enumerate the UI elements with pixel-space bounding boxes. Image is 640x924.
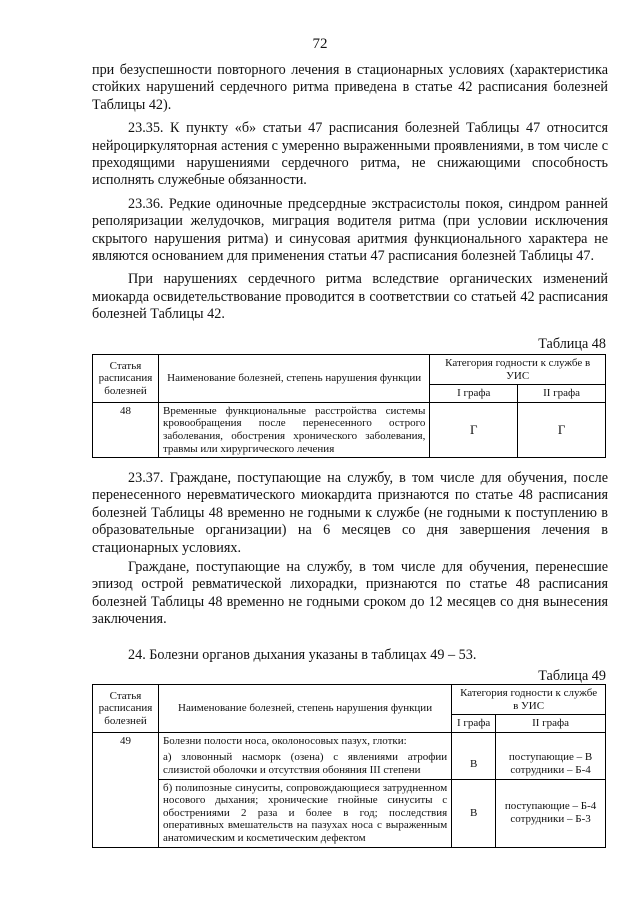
header-col2: II графа <box>496 715 606 733</box>
header-category: Категория годности к службе в УИС <box>430 355 606 385</box>
table-49-caption: Таблица 49 <box>538 668 606 684</box>
table-row <box>93 732 606 749</box>
paragraph-24: 24. Болезни органов дыхания указаны в таблицах 49 – 53. <box>128 646 477 663</box>
table-row <box>93 402 606 457</box>
table-row <box>93 749 606 779</box>
cell-col2-line2: сотрудники – Б-3 <box>510 813 591 826</box>
header-name: Наименование болезней, степень нарушения функции <box>158 355 429 403</box>
middle-text-block <box>92 470 608 664</box>
cell-name: Временные функциональные расстройства системы кровообращения после перенесенного острого заболевания, обострения хронического заболевания, травмы или хирургического лечения <box>158 402 429 457</box>
cell-col2-line1: поступающие – Б-4 <box>504 800 597 813</box>
cell-name: а) зловонный насморк (озена) с явлениями атрофии слизистой оболочки и отсутствия обоняния III степени <box>158 749 451 779</box>
paragraph-23-36: 23.36. Редкие одиночные предсердные экстрасистолы покоя, синдром ранней реполяризации желудочков, миграция водителя ритма (при условии исключения скрытого нарушения ритма) и синусовая аритмия функционального характера не являются основанием для применения статьи 47 расписания болезней Таблицы 47. <box>92 195 608 265</box>
cell-name: б) полипозные синуситы, сопровождающиеся затрудненном носового дыхания; хронические гнойные синуситы с обострениями 2 раза и более в год; последствия оперативных вмешательств на пазухах носа с выраженным анатомическим и косметическим дефектом <box>158 779 451 847</box>
cell-col1: В <box>452 779 496 847</box>
header-article: Статья расписания болезней <box>93 685 159 733</box>
paragraph-continuation: при безуспешности повторного лечения в стационарных условиях (характеристика стойких нарушений сердечного ритма приведена в статье 42 расписания болезней Таблицы 42). <box>92 62 608 113</box>
header-col1: I графа <box>430 385 518 403</box>
cell-col2-line1: поступающие – В <box>508 751 593 764</box>
table-48-caption: Таблица 48 <box>538 336 606 352</box>
cell-col2: Г <box>518 402 606 457</box>
paragraph-23-37: 23.37. Граждане, поступающие на службу, в том числе для обучения, после перенесенного неревматического миокардита признаются по статье 48 расписания болезней Таблицы 48 временно не годными к службе (не годными к поступлению в образовательные организации) на 6 месяцев со дня завершения лечения в стационарных условиях. <box>92 470 608 556</box>
cell-col1: В <box>452 749 496 779</box>
cell-col2 <box>496 749 606 779</box>
cell-col2 <box>496 779 606 847</box>
table-row <box>93 779 606 847</box>
cell-group-title: Болезни полости носа, околоносовых пазух, глотки: <box>158 732 451 749</box>
header-article: Статья расписания болезней <box>93 355 159 403</box>
cell-col2-line2: сотрудники – Б-4 <box>510 763 591 776</box>
header-col1: I графа <box>452 715 496 733</box>
table-49 <box>92 684 606 848</box>
cell-article: 48 <box>93 402 159 457</box>
top-text-block <box>92 62 608 324</box>
table-48 <box>92 354 606 458</box>
header-col2: II графа <box>518 385 606 403</box>
page-number: 72 <box>312 36 328 52</box>
cell-col1: Г <box>430 402 518 457</box>
header-category: Категория годности к службе в УИС <box>452 685 606 715</box>
paragraph-rheumatic: Граждане, поступающие на службу, в том числе для обучения, перенесшие эпизод острой ревматической лихорадки, признаются по статье 48 расписания болезней Таблицы 48 временно не годными сроком до 12 месяцев со дня вынесения заключения. <box>92 559 608 628</box>
paragraph-organic-changes: При нарушениях сердечного ритма вследствие органических изменений миокарда освидетельствование проводится в соответствии со статьей 42 расписания болезней Таблицы 42. <box>92 271 608 323</box>
paragraph-23-35: 23.35. К пункту «б» статьи 47 расписания болезней Таблицы 47 относится нейроциркуляторная астения с умеренно выраженными проявлениями, в том числе с преходящими нарушениями сердечного ритма, не снижающими способность исполнять служебные обязанности. <box>92 120 608 189</box>
cell-article: 49 <box>93 732 159 847</box>
header-name: Наименование болезней, степень нарушения функции <box>158 685 451 733</box>
